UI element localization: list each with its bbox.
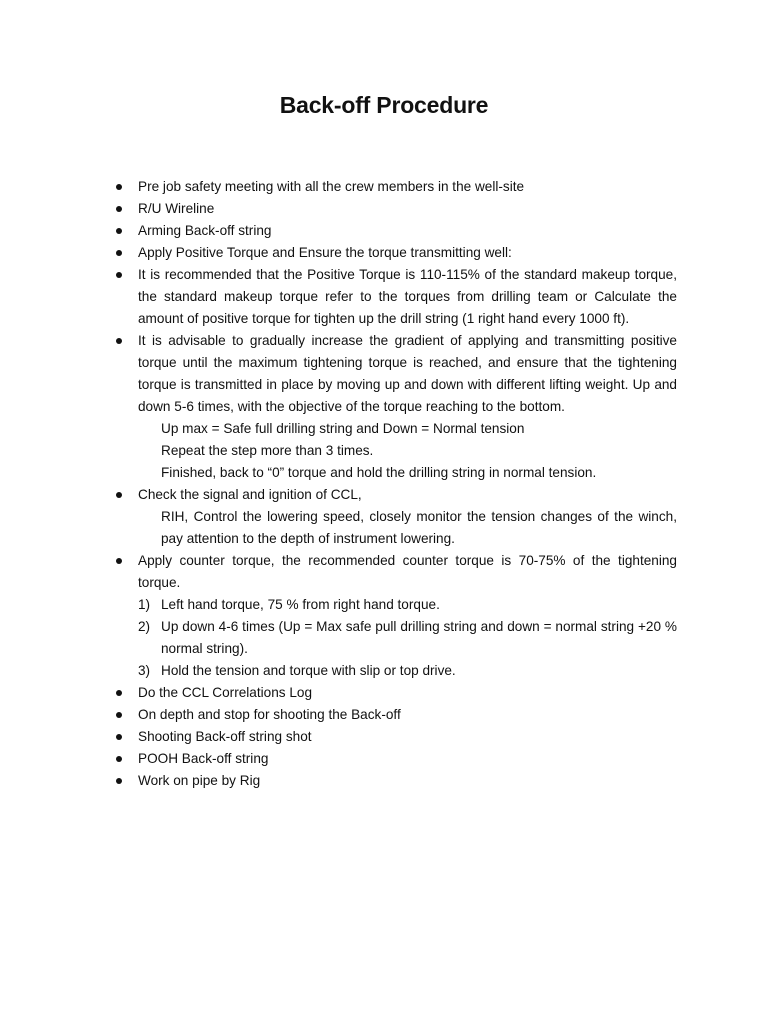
step-text: Arming Back-off string [138, 223, 272, 238]
numbered-text: Left hand torque, 75 % from right hand torque. [161, 597, 440, 612]
item-number: 1) [138, 597, 151, 612]
step-text: Check the signal and ignition of CCL, [138, 487, 362, 502]
step-text: Pre job safety meeting with all the crew members in the well-site [138, 179, 525, 194]
item-number: 3) [138, 663, 151, 678]
step-text: Apply counter torque, the recommended counter torque is 70-75% of the tightening torque. [138, 553, 677, 590]
bullet-icon [116, 712, 122, 718]
step-text: On depth and stop for shooting the Back-off [138, 707, 401, 722]
bullet-icon [116, 492, 122, 498]
numbered-item [0, 594, 677, 616]
numbered-text: Up down 4-6 times (Up = Max safe pull drilling string and down = normal string +20 % normal string). [161, 619, 677, 656]
bullet-icon [116, 558, 122, 564]
bullet-icon [116, 272, 122, 278]
list-item [0, 264, 677, 330]
list-item [0, 550, 677, 594]
bullet-icon [116, 734, 122, 740]
list-item [0, 242, 677, 264]
bullet-icon [116, 756, 122, 762]
bullet-icon [116, 690, 122, 696]
numbered-text: Hold the tension and torque with slip or top drive. [161, 663, 456, 678]
step-text: It is advisable to gradually increase the gradient of applying and transmitting positive torque until the maximum tightening torque is reached, and ensure that the tightening torque is transmitted in place by moving up and down with different lifting weight. Up and down 5-6 times, with the objective of the torque reaching to the bottom. [138, 333, 677, 414]
ccl-note: RIH, Control the lowering speed, closely monitor the tension changes of the winch, pay attention to the depth of instrument lowering. [161, 509, 677, 546]
torque-note: Finished, back to “0” torque and hold the drilling string in normal tension. [161, 465, 597, 480]
list-item [0, 484, 677, 506]
step-text: Apply Positive Torque and Ensure the torque transmitting well: [138, 245, 512, 260]
step-text: Work on pipe by Rig [138, 773, 261, 788]
list-item [0, 748, 677, 770]
step-text: POOH Back-off string [138, 751, 269, 766]
bullet-icon [116, 228, 122, 234]
procedure-list [0, 176, 768, 792]
list-item [0, 682, 677, 704]
list-item [0, 330, 677, 418]
document-title: Back-off Procedure [279, 92, 489, 118]
bullet-icon [116, 206, 122, 212]
step-text: It is recommended that the Positive Torque is 110-115% of the standard makeup torque, the standard makeup torque refer to the torques from drilling team or Calculate the amount of positive torque for tighten up the drill string (1 right hand every 1000 ft). [138, 267, 677, 326]
bullet-icon [116, 184, 122, 190]
step-text: Do the CCL Correlations Log [138, 685, 313, 700]
step-text: Shooting Back-off string shot [138, 729, 312, 744]
list-item [0, 704, 677, 726]
list-item [0, 726, 677, 748]
list-item [0, 220, 677, 242]
list-item [0, 176, 677, 198]
torque-note: Up max = Safe full drilling string and Down = Normal tension [161, 421, 525, 436]
numbered-item [0, 660, 677, 682]
bullet-icon [116, 778, 122, 784]
bullet-icon [116, 250, 122, 256]
list-item [0, 770, 677, 792]
step-text: R/U Wireline [138, 201, 215, 216]
list-item [0, 198, 677, 220]
torque-note: Repeat the step more than 3 times. [161, 443, 374, 458]
item-number: 2) [138, 619, 151, 634]
bullet-icon [116, 338, 122, 344]
numbered-item [0, 616, 677, 660]
